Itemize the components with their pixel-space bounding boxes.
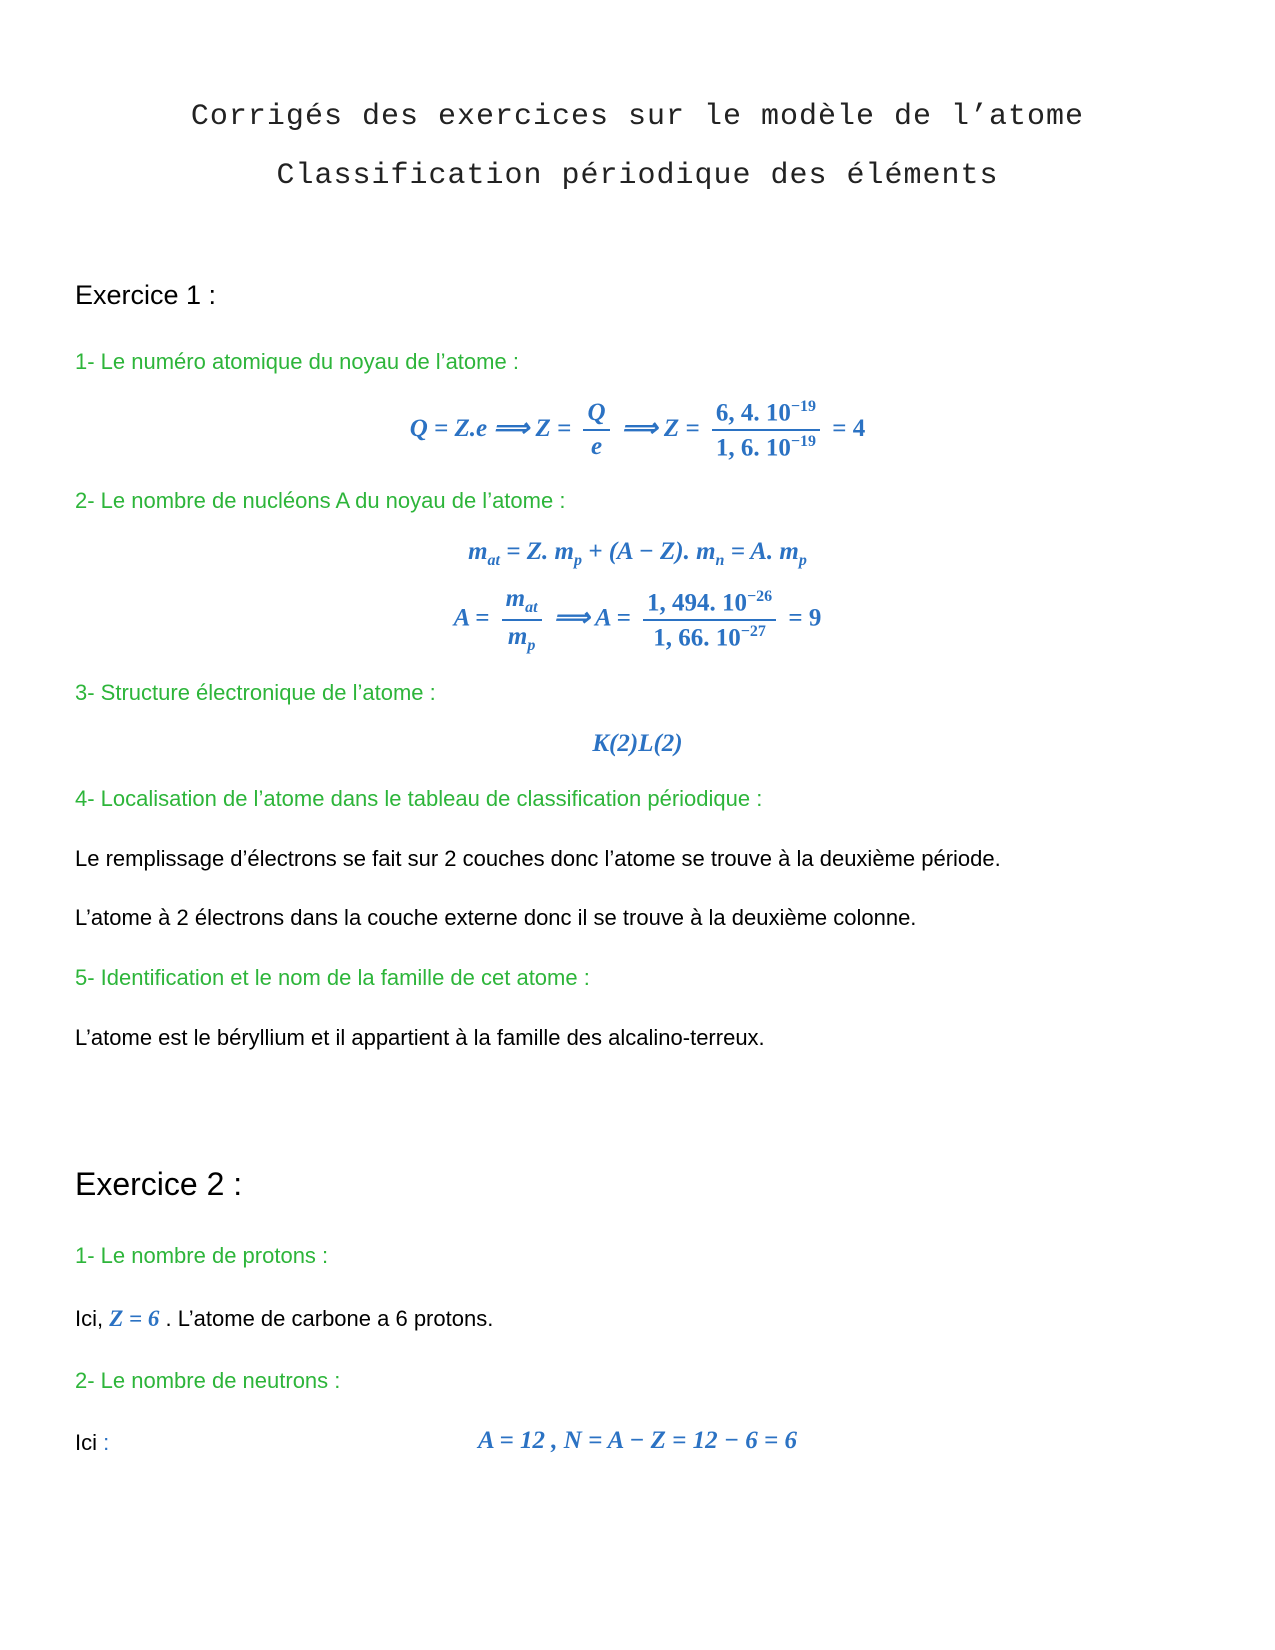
ex1-answer-5: L’atome est le béryllium et il appartient à la famille des alcalino-terreux. (75, 1025, 765, 1050)
ex1-question-5: 5- Identification et le nom de la famille de cet atome : (75, 965, 590, 990)
equation-atomic-mass: $m_{at} = Z$. $m_p + (A - Z)$. $m_n = A$. $m_p$ (468, 538, 807, 569)
equation-nucleon-number: A = $\frac{m_{at}}{m_p}$ ⟹ A = $\frac{1, 494. 10^{-26}}{1, 66. 10^{-27}}$ = 9 (453, 585, 822, 654)
ex1-question-2: 2- Le nombre de nucléons A du noyau de l’atome : (75, 488, 566, 513)
ex1-question-4: 4- Localisation de l’atome dans le tableau de classification périodique : (75, 786, 763, 811)
ex2-math-z: Z = 6 (109, 1306, 160, 1331)
exercise-2-heading: Exercice 2 : (75, 1166, 243, 1202)
ex2-question-2: 2- Le nombre de neutrons : (75, 1368, 341, 1393)
ex1-answer-4a: Le remplissage d’électrons se fait sur 2 couches donc l’atome se trouve à la deuxième période. (75, 846, 1001, 871)
exercise-1-heading: Exercice 1 : (75, 280, 217, 310)
ex1-question-3: 3- Structure électronique de l’atome : (75, 680, 436, 705)
ex1-question-1: 1- Le numéro atomique du noyau de l’atome : (75, 349, 519, 374)
ex2-answer-2-label: Ici : (75, 1430, 110, 1455)
page-subtitle: Classification périodique des éléments (276, 159, 999, 193)
page-title: Corrigés des exercices sur le modèle de l’atome (190, 100, 1085, 134)
equation-atomic-number: Q = Z.e ⟹ Z = $\frac{Q}{e}$ ⟹ Z = $\frac{6, 4. 10^{-19}}{1, 6. 10^{-19}}$ = 4 (409, 398, 866, 462)
equation-electronic-structure: K(2)L(2) (592, 730, 683, 757)
ex1-answer-4b: L’atome à 2 électrons dans la couche externe donc il se trouve à la deuxième colonne. (75, 905, 917, 930)
ex2-question-1: 1- Le nombre de protons : (75, 1243, 329, 1268)
equation-neutrons: A = 12 , N = A − Z = 12 − 6 = 6 (477, 1427, 798, 1454)
ex2-answer-1: Ici, Z = 6 . L’atome de carbone a 6 protons. (75, 1306, 494, 1331)
